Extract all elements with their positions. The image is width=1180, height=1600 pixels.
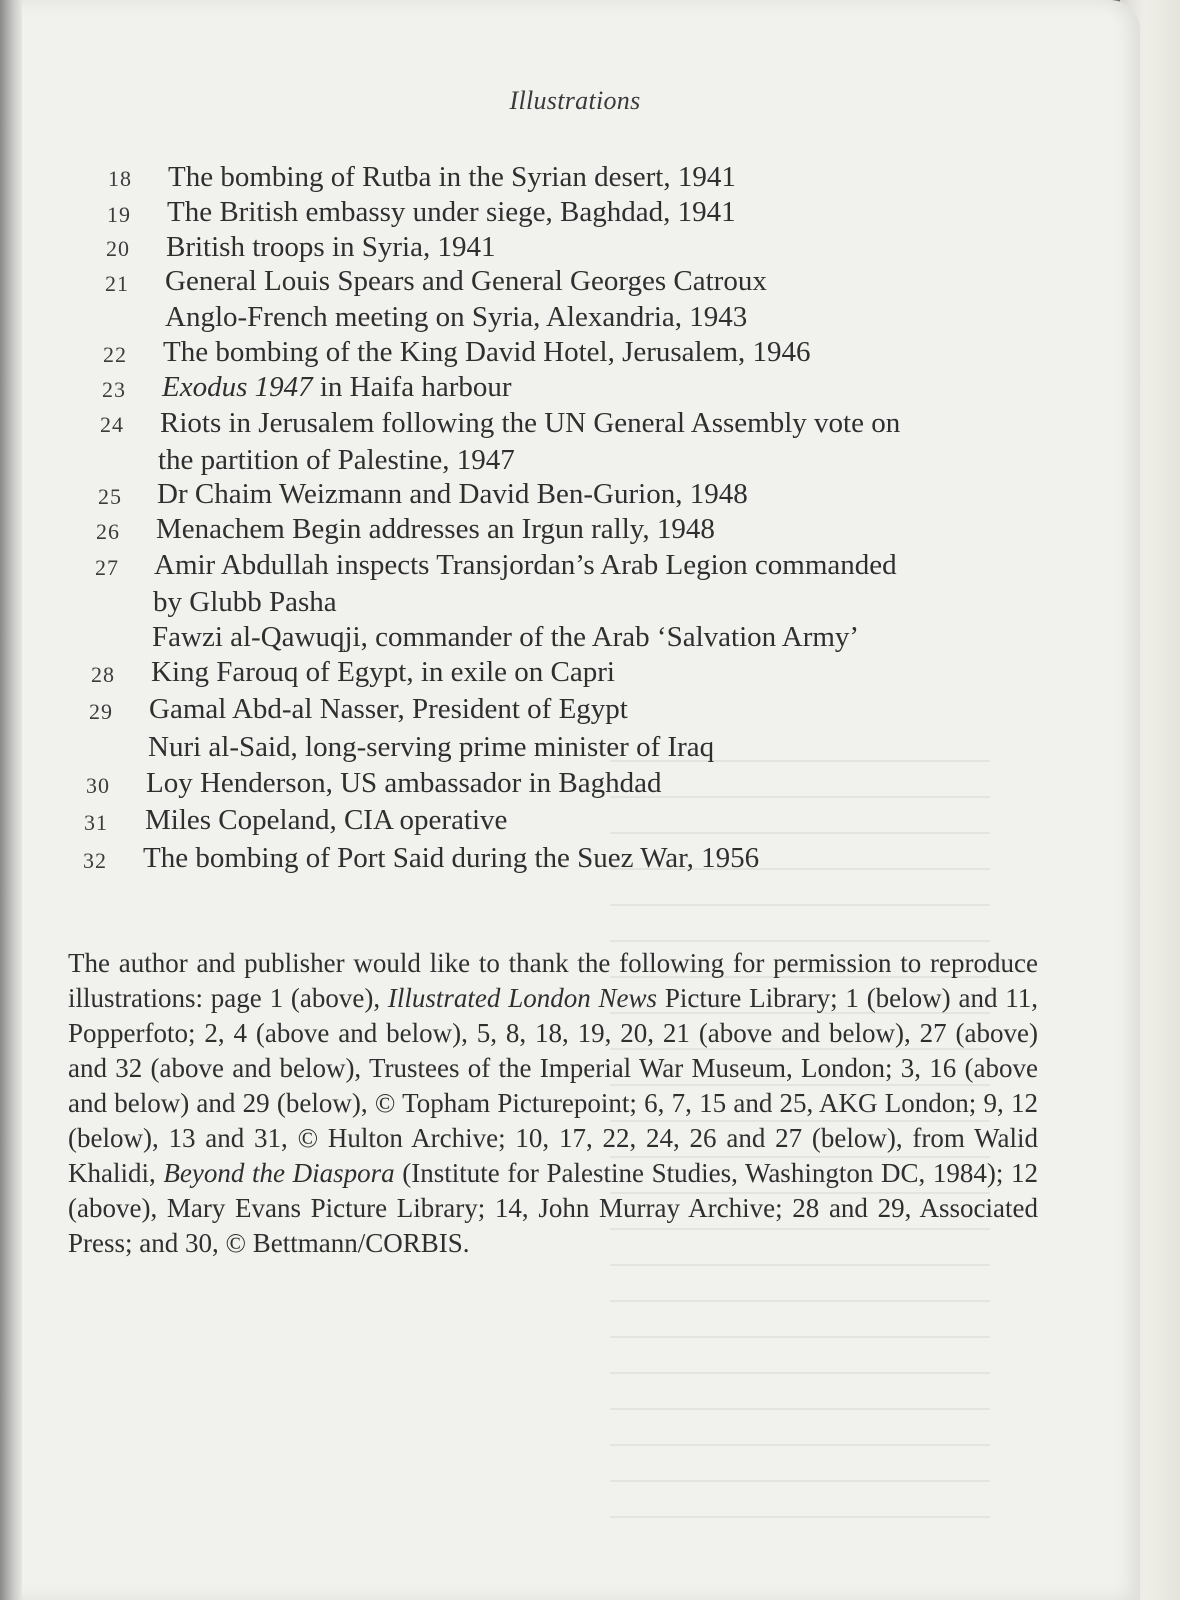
entry-number: 32	[83, 848, 107, 873]
entry-number: 30	[86, 773, 110, 798]
entry-number: 29	[89, 699, 113, 724]
entry-number: 19	[107, 202, 131, 227]
ack-text: The author and publisher would like to thank the following for permission to reproduce illustrations: page 1 (above),	[68, 948, 1038, 1013]
running-head: Illustrations	[509, 86, 641, 115]
entry-caption: Amir Abdullah inspects Transjordan’s Arab Legion commanded	[154, 549, 897, 581]
entry-number: 31	[84, 810, 108, 835]
entry-caption: The British embassy under siege, Baghdad, 1941	[167, 196, 736, 228]
entry-caption: British troops in Syria, 1941	[166, 231, 496, 263]
entry-caption: The bombing of Rutba in the Syrian desert, 1941	[168, 161, 736, 193]
entry-number: 28	[91, 662, 115, 687]
entry-number: 24	[100, 412, 124, 437]
entry-caption-text: in Haifa harbour	[312, 371, 512, 403]
entry-caption: Riots in Jerusalem following the UN General Assembly vote on	[160, 407, 901, 439]
entry-caption-continued: by Glubb Pasha	[153, 586, 337, 618]
entry-caption-continued: the partition of Palestine, 1947	[158, 444, 515, 476]
ack-text: Picture Library; 1 (below) and 11, Popperfoto; 2, 4 (above and below), 5, 8, 18, 19, 20, 21 (above and below), 27 (above) and 32 (above and below), Trustees of the Imperial War Museum, London; 3, 16 (above and below) and 29 (below), © Topham Picturepoint; 6, 7, 15 and 25, AKG London; 9, 12 (below), 13 and 31, © Hulton Archive; 10, 17, 22, 24, 26 and 27 (below), from Walid Khalidi,	[68, 983, 1038, 1188]
entry-caption: The bombing of Port Said during the Suez War, 1956	[143, 842, 760, 874]
ship-name: Exodus 1947	[162, 371, 313, 403]
entry-number: 20	[106, 236, 130, 261]
entry-number: 18	[108, 166, 132, 191]
entry-caption: Menachem Begin addresses an Irgun rally, 1948	[156, 513, 715, 545]
entry-caption-continued: Fawzi al-Qawuqji, commander of the Arab ‘Salvation Army’	[152, 621, 860, 653]
entry-caption	[162, 373, 512, 402]
entry-number: 23	[102, 377, 126, 402]
entry-caption: Loy Henderson, US ambassador in Baghdad	[146, 767, 662, 799]
entry-number: 22	[103, 342, 127, 367]
entry-caption: The bombing of the King David Hotel, Jerusalem, 1946	[163, 336, 811, 368]
ack-italic-title: Illustrated London News	[387, 983, 658, 1013]
page-edge-left	[0, 0, 22, 1600]
entry-number: 27	[95, 555, 119, 580]
entry-caption-continued: Nuri al-Said, long-serving prime minister of Iraq	[148, 731, 715, 763]
entry-caption: Dr Chaim Weizmann and David Ben-Gurion, 1948	[157, 478, 748, 510]
entry-number: 25	[98, 484, 122, 509]
ack-italic-title: Beyond the Diaspora	[163, 1158, 395, 1188]
acknowledgement-paragraph	[68, 946, 1038, 1261]
entry-number: 21	[105, 271, 129, 296]
entry-number: 26	[96, 519, 120, 544]
entry-caption: King Farouq of Egypt, in exile on Capri	[151, 656, 615, 688]
entry-caption: Gamal Abd-al Nasser, President of Egypt	[149, 693, 628, 725]
entry-caption: General Louis Spears and General Georges Catroux	[165, 265, 767, 297]
entry-caption: Miles Copeland, CIA operative	[145, 804, 508, 836]
ack-text: (Institute for Palestine Studies, Washington DC, 1984); 12 (above), Mary Evans Picture Library; 14, John Murray Archive; 28 and 29, Associated Press; and 30, © Bettmann/CORBIS.	[68, 1158, 1038, 1258]
entry-caption-continued: Anglo-French meeting on Syria, Alexandria, 1943	[165, 301, 748, 333]
